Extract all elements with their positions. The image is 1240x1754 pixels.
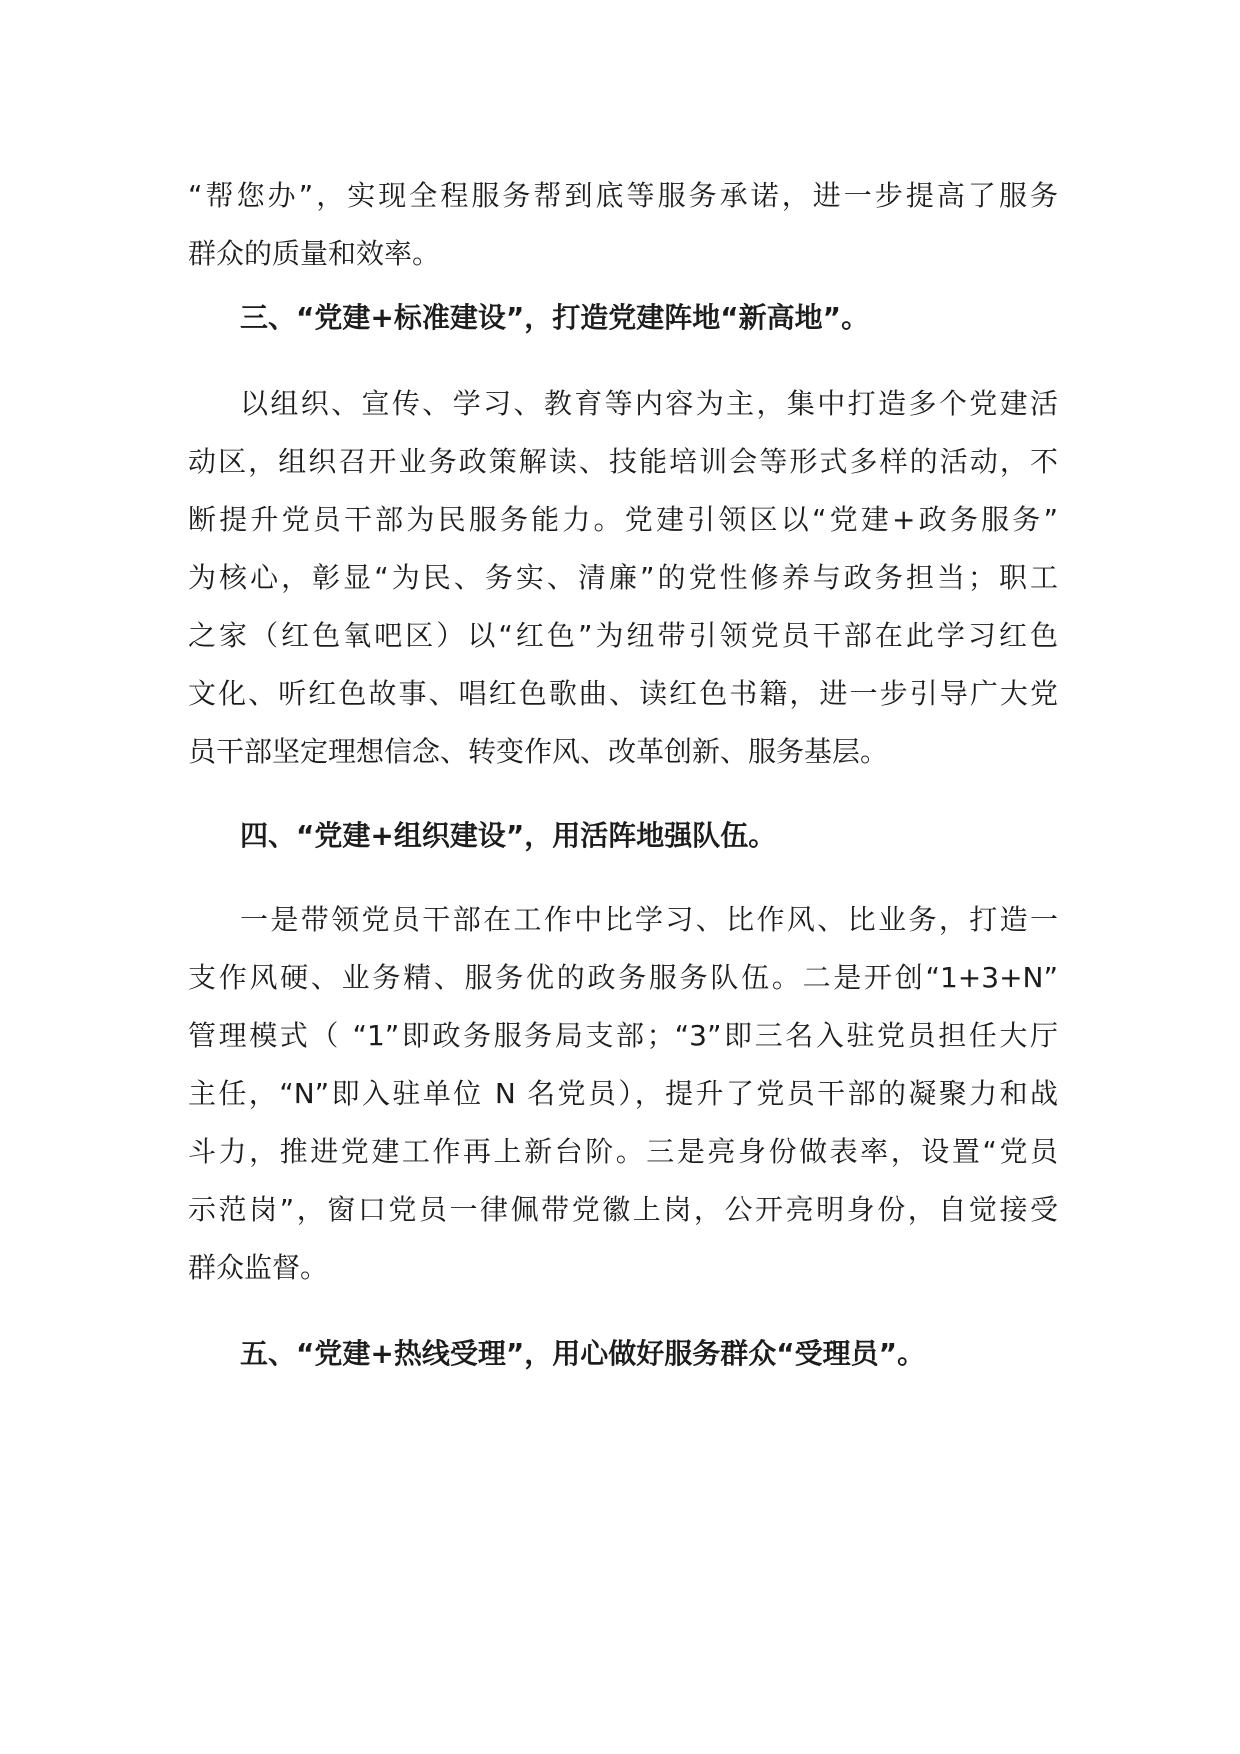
paragraph-3-line-1: 一是带领党员干部在工作中比学习、比作风、比业务，打造一 <box>240 903 1058 936</box>
paragraph-2-line-5: 之家（红色氧吧区）以“红色”为纽带引领党员干部在此学习红色 <box>188 619 1058 652</box>
paragraph-3-line-3: 管理模式（ “1”即政务服务局支部；“3”即三名入驻党员担任大厅 <box>188 1019 1058 1052</box>
paragraph-1-line-2: 群众的质量和效率。 <box>188 237 441 270</box>
paragraph-3-line-2: 支作风硬、业务精、服务优的政务服务队伍。二是开创“1+3+N” <box>188 961 1058 994</box>
paragraph-2-line-4: 为核心，彰显“为民、务实、清廉”的党性修养与政务担当；职工 <box>188 561 1058 594</box>
section-heading-5: 五、“党建+热线受理”，用心做好服务群众“受理员”。 <box>240 1337 926 1370</box>
paragraph-2-line-1: 以组织、宣传、学习、教育等内容为主，集中打造多个党建活 <box>240 387 1058 420</box>
paragraph-3-line-4: 主任，“N”即入驻单位 N 名党员），提升了党员干部的凝聚力和战 <box>188 1077 1058 1110</box>
paragraph-1-line-1: “帮您办”，实现全程服务帮到底等服务承诺，进一步提高了服务 <box>188 179 1058 212</box>
paragraph-3-line-5: 斗力，推进党建工作再上新台阶。三是亮身份做表率，设置“党员 <box>188 1135 1058 1168</box>
paragraph-2-line-7: 员干部坚定理想信念、转变作风、改革创新、服务基层。 <box>188 735 889 768</box>
section-heading-4: 四、“党建+组织建设”，用活阵地强队伍。 <box>240 819 777 852</box>
paragraph-2-line-3: 断提升党员干部为民服务能力。党建引领区以“党建+政务服务” <box>188 503 1058 536</box>
paragraph-2-line-6: 文化、听红色故事、唱红色歌曲、读红色书籍，进一步引导广大党 <box>188 677 1058 710</box>
section-heading-3: 三、“党建+标准建设”，打造党建阵地“新高地”。 <box>240 301 870 334</box>
paragraph-3-line-7: 群众监督。 <box>188 1251 329 1284</box>
paragraph-3-line-6: 示范岗”，窗口党员一律佩带党徽上岗，公开亮明身份，自觉接受 <box>188 1193 1058 1226</box>
paragraph-2-line-2: 动区，组织召开业务政策解读、技能培训会等形式多样的活动，不 <box>188 445 1058 478</box>
